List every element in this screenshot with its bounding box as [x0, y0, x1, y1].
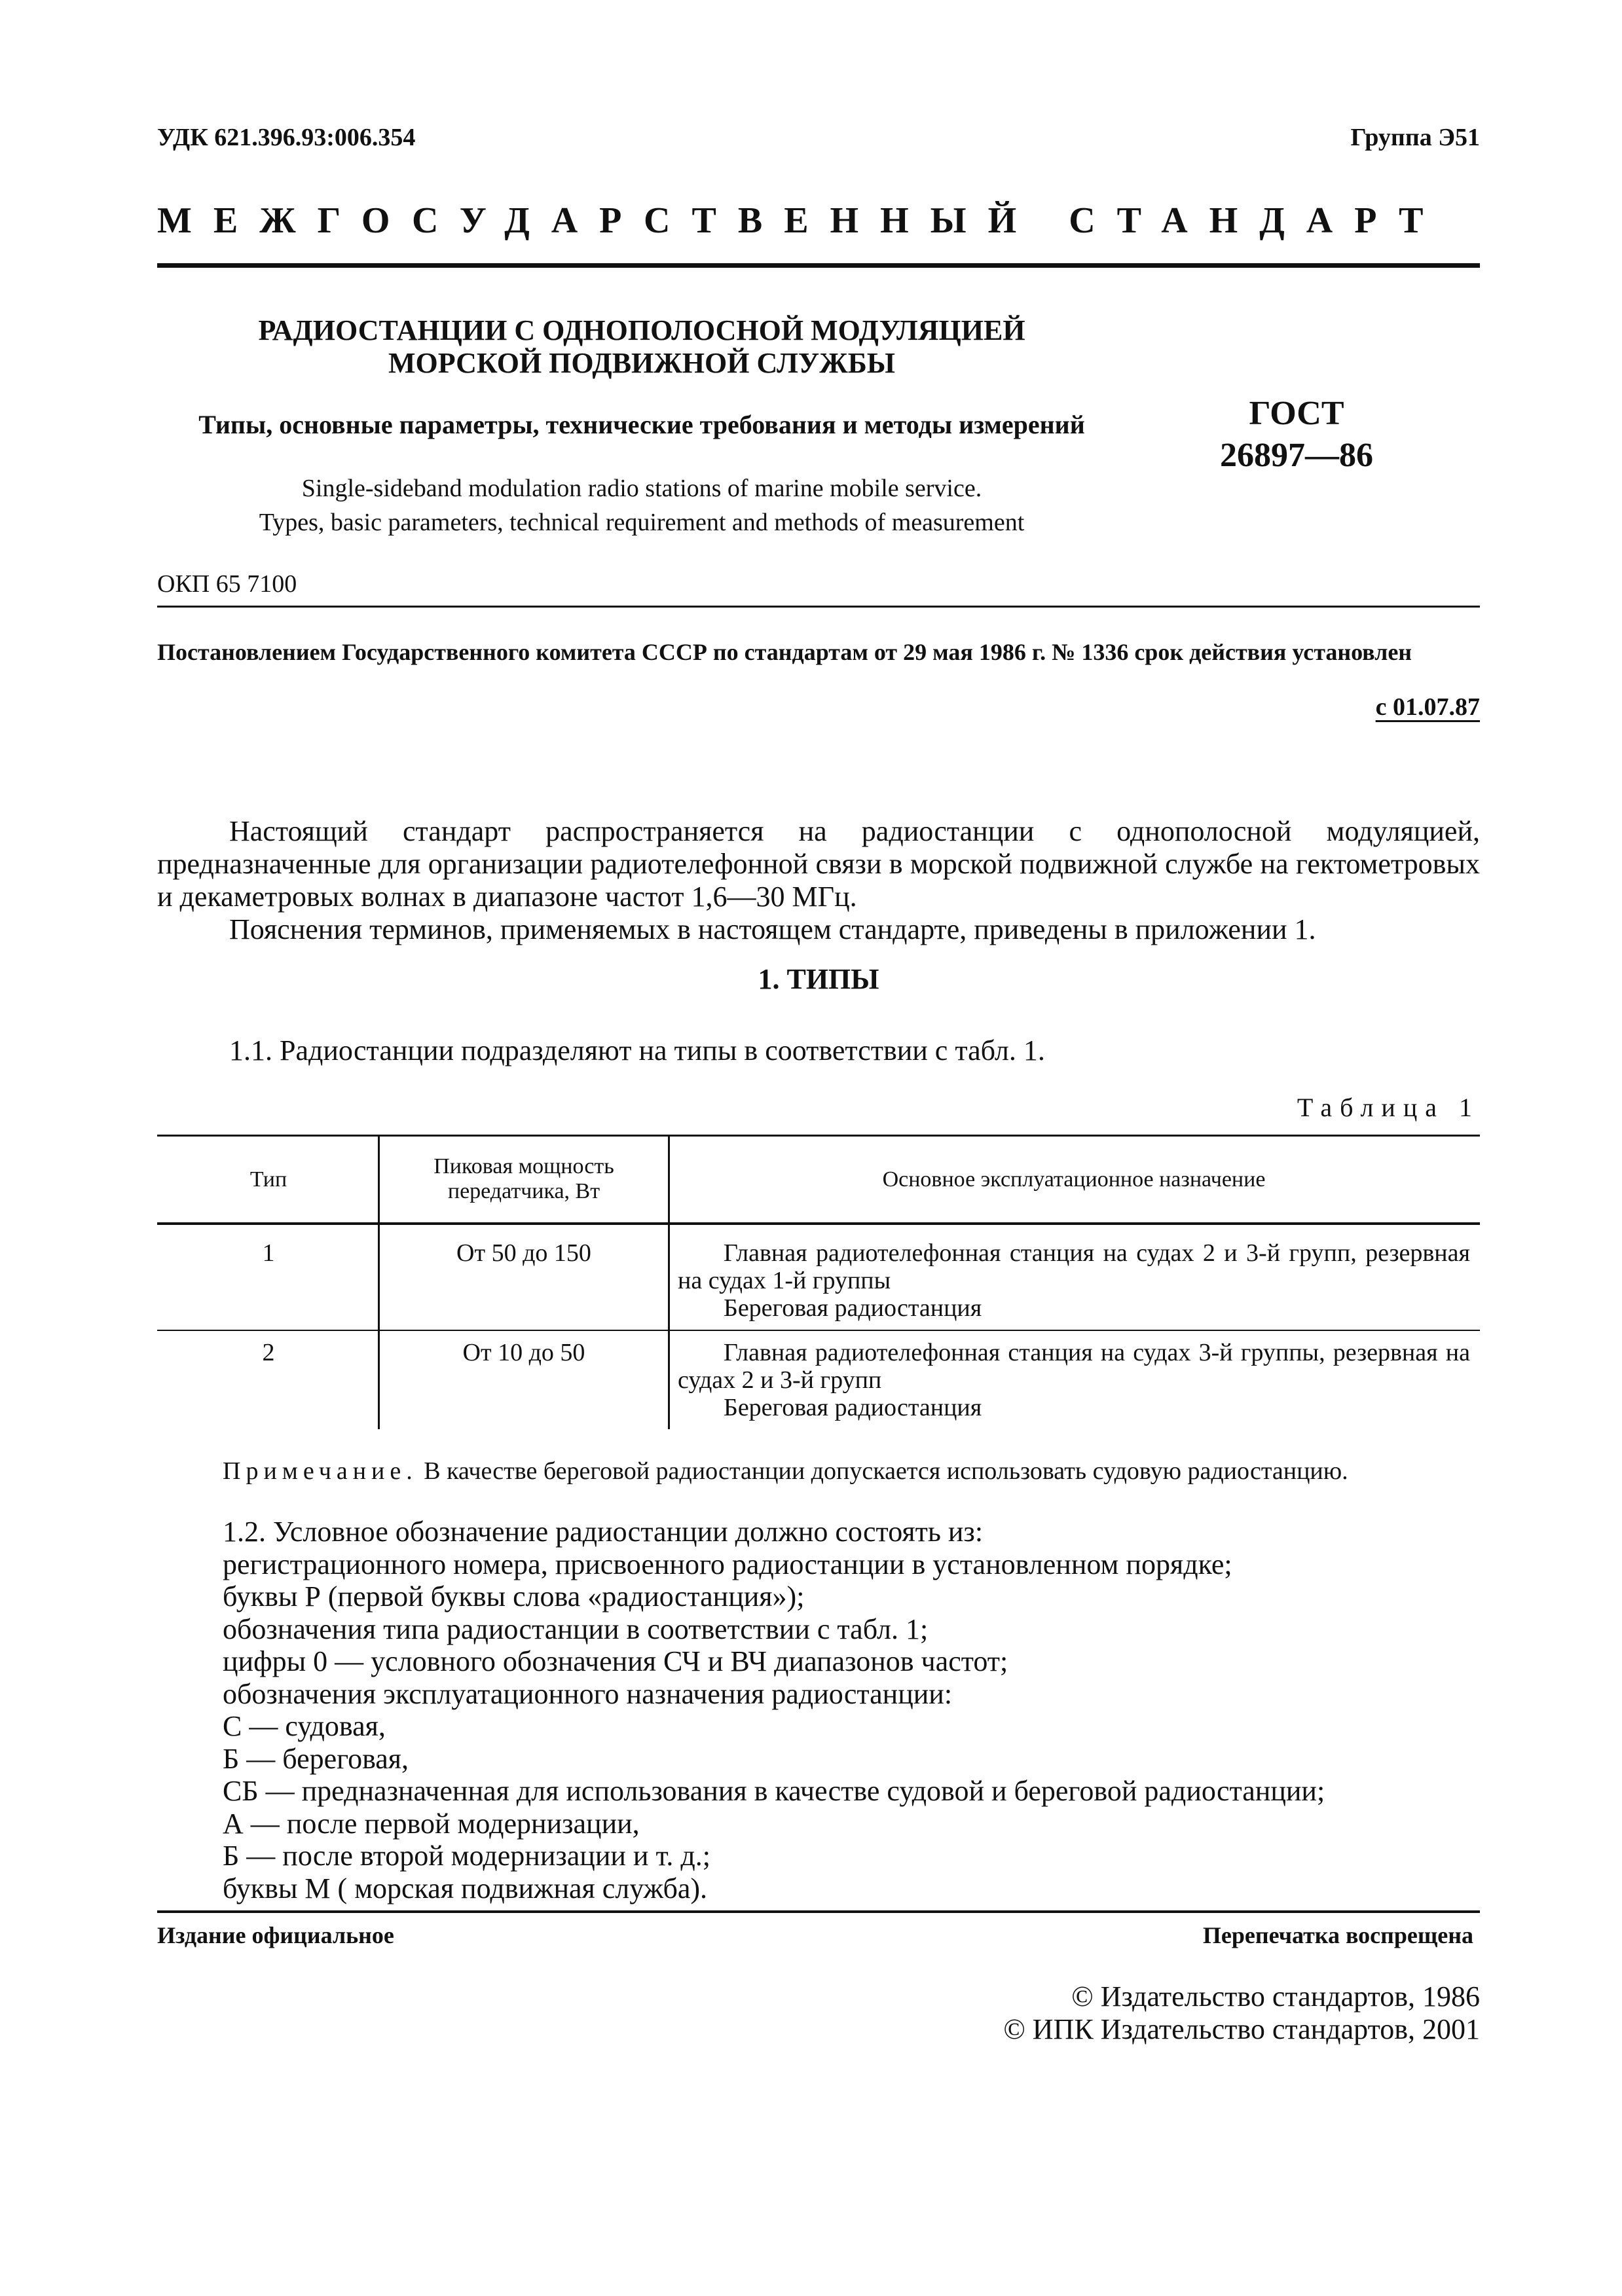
intro-paragraph-1: Настоящий стандарт распространяется на радиостанции с однополосной модуляцией, предназначенные для организации радиотелефонной связи в морской подвижной службе на гектометровых и декаметровых волнах в диапазоне частот 1,6—30 МГц. — [157, 815, 1480, 913]
english-title-line-1: Single-sideband modulation radio stations of marine mobile service. — [301, 475, 982, 502]
english-title — [157, 471, 1126, 539]
table-top-rule — [157, 1135, 1480, 1137]
types-table — [157, 1135, 1480, 1429]
table-row-1-shore: Береговая радиостанция — [724, 1294, 982, 1322]
document-subtitle: Типы, основные параметры, технические требования и методы измерений — [198, 410, 1085, 439]
gost-number: 26897—86 — [1220, 437, 1373, 474]
table-header-type: Тип — [249, 1167, 287, 1192]
list-item: А — после первой модернизации, — [223, 1807, 640, 1840]
section-1-heading: 1. ТИПЫ — [758, 963, 879, 995]
clause-1-1: 1.1. Радиостанции подразделяют на типы в соответствии с табл. 1. — [229, 1034, 1045, 1066]
gost-designation — [1179, 393, 1414, 477]
list-item: Б — береговая, — [223, 1742, 409, 1775]
copyright-line-2: © ИПК Издательство стандартов, 2001 — [1003, 2013, 1480, 2045]
list-item: СБ — предназначенная для использования в качестве судовой и береговой радиостанции; — [223, 1775, 1325, 1807]
standard-kind-heading: МЕЖГОСУДАРСТВЕННЫЙ СТАНДАРТ — [157, 200, 1445, 241]
note-label: Примечание. — [223, 1457, 418, 1485]
reprint-prohibited-label: Перепечатка воспрещена — [1202, 1922, 1473, 1948]
copyright-block — [1003, 1980, 1480, 2046]
gost-label: ГОСТ — [1249, 395, 1344, 432]
table-row-1-power: От 50 до 150 — [456, 1239, 591, 1267]
clause-1-2-list — [223, 1516, 1325, 1904]
list-item: цифры 0 — условного обозначения СЧ и ВЧ диапазонов частот; — [223, 1645, 1008, 1677]
okp-rule — [157, 606, 1480, 608]
table-note — [223, 1457, 1348, 1485]
list-item: Б — после второй модернизации и т. д.; — [223, 1840, 711, 1872]
official-edition-label: Издание официальное — [157, 1922, 394, 1948]
list-item: буквы Р (первой буквы слова «радиостанция»); — [223, 1580, 805, 1613]
header-rule — [157, 263, 1480, 268]
udk-code: УДК 621.396.93:006.354 — [157, 124, 416, 151]
intro-paragraph-2: Пояснения терминов, применяемых в настоящем стандарте, приведены в приложении 1. — [229, 913, 1316, 945]
list-item: обозначения типа радиостанции в соответствии с табл. 1; — [223, 1613, 929, 1645]
decree-date: с 01.07.87 — [1375, 693, 1480, 721]
okp-code: ОКП 65 7100 — [157, 570, 297, 598]
table-row-1-purpose: Главная радиотелефонная станция на судах 2 и 3-й групп, резервная на судах 1-й группы — [678, 1239, 1470, 1294]
title-line-2: МОРСКОЙ ПОДВИЖНОЙ СЛУЖБЫ — [388, 347, 896, 379]
table-header-purpose: Основное эксплуатационное назначение — [882, 1167, 1266, 1192]
note-text: В качестве береговой радиостанции допускается использовать судовую радиостанцию. — [424, 1457, 1348, 1485]
decree-text: Постановлением Государственного комитета СССР по стандартам от 29 мая 1986 г. № 1336 срок действия установлен — [157, 639, 1412, 665]
table-row-2-shore: Береговая радиостанция — [724, 1394, 982, 1421]
document-title — [157, 314, 1126, 380]
list-item: обозначения эксплуатационного назначения радиостанции: — [223, 1677, 953, 1710]
table-header-rule — [157, 1222, 1480, 1225]
list-item: 1.2. Условное обозначение радиостанции должно состоять из: — [223, 1516, 984, 1548]
table-row-2-power: От 10 до 50 — [462, 1339, 585, 1366]
table-row-rule — [157, 1330, 1480, 1331]
title-line-1: РАДИОСТАНЦИИ С ОДНОПОЛОСНОЙ МОДУЛЯЦИЕЙ — [258, 314, 1025, 346]
table-header-power: Пиковая мощность передатчика, Вт — [433, 1154, 614, 1203]
table-row-1-type: 1 — [262, 1239, 275, 1267]
list-item: С — судовая, — [223, 1710, 386, 1742]
group-code: Группа Э51 — [1350, 124, 1480, 151]
footer-rule — [157, 1910, 1480, 1913]
table-row-2-type: 2 — [262, 1339, 275, 1366]
english-title-line-2: Types, basic parameters, technical requirement and methods of measurement — [259, 509, 1025, 536]
copyright-line-1: © Издательство стандартов, 1986 — [1071, 1980, 1480, 2013]
table-caption: Таблица 1 — [1297, 1093, 1480, 1122]
list-item: буквы М ( морская подвижная служба). — [223, 1872, 708, 1904]
table-row-2-purpose: Главная радиотелефонная станция на судах 3-й группы, резервная на судах 2 и 3-й групп — [678, 1339, 1470, 1394]
list-item: регистрационного номера, присвоенного радиостанции в установленном порядке; — [223, 1548, 1232, 1580]
